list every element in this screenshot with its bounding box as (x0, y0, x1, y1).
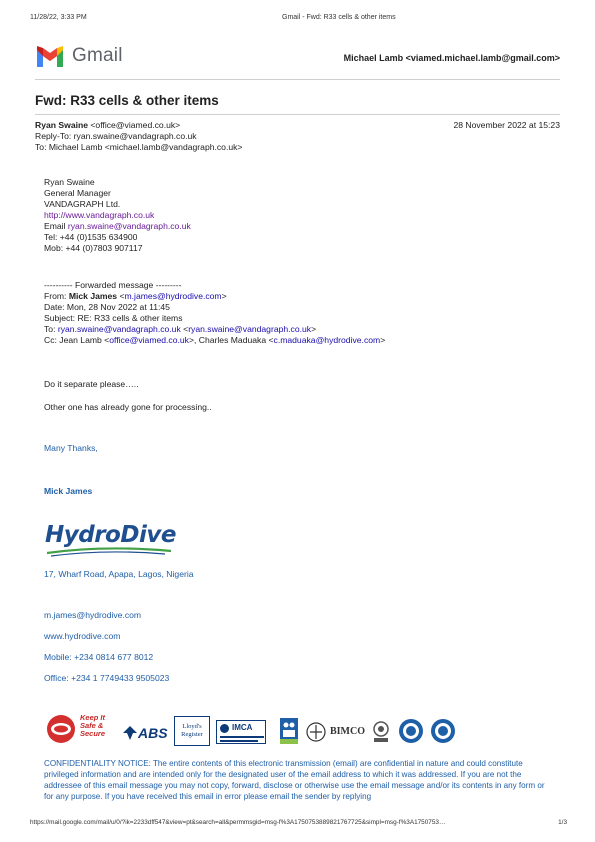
forwarded-cc (44, 335, 385, 346)
to-email-link-2[interactable]: ryan.swaine@vandagraph.co.uk (188, 324, 312, 334)
to-close-bracket: > (311, 324, 317, 334)
body-sender-name: Mick James (44, 486, 93, 496)
sender-name: Ryan Swaine (35, 120, 89, 130)
hydrodive-email-link[interactable]: m.james@hydrodive.com (44, 610, 142, 620)
from-email-link[interactable]: m.james@hydrodive.com (124, 291, 222, 301)
imca-label: IMCA (232, 723, 253, 732)
signature-title: General Manager (44, 188, 111, 198)
bimco-emblem-icon (306, 722, 326, 742)
from-name: Mick James (68, 291, 118, 301)
abs-label: ABS (138, 725, 168, 741)
subject-divider (35, 114, 560, 115)
from-label: From: (44, 291, 67, 301)
hydrodive-office: Office: +234 1 7749433 9505023 (44, 673, 170, 683)
signature-email-label: Email (44, 221, 66, 231)
hydrodive-logo (45, 522, 175, 558)
signature-company: VANDAGRAPH Ltd. (44, 199, 121, 209)
to-email-link[interactable]: ryan.swaine@vandagraph.co.uk (57, 324, 181, 334)
hydrodive-logo-text: HydroDive (45, 522, 176, 548)
forwarded-divider: ---------- Forwarded message --------- (44, 280, 182, 290)
lips-badge-icon (44, 714, 78, 744)
imca-globe-icon (220, 724, 229, 733)
diver-badge-icon (280, 718, 298, 744)
signature-mob: Mob: +44 (0)7803 907117 (44, 243, 143, 253)
print-title: Gmail - Fwd: R33 cells & other items (282, 14, 396, 21)
imca-badge (216, 720, 266, 744)
signature-tel: Tel: +44 (0)1535 634900 (44, 232, 138, 242)
certification-logos (44, 712, 544, 748)
certification-seal-2-icon (430, 718, 456, 744)
keep-safe-label: Keep It Safe & Secure (80, 713, 106, 738)
signature-name: Ryan Swaine (44, 177, 95, 187)
imca-rule-2 (220, 740, 258, 742)
lloyds-label: Lloyd's Register (181, 723, 203, 738)
signature-email-link[interactable]: ryan.swaine@vandagraph.co.uk (67, 221, 191, 231)
lloyds-register-badge (174, 716, 210, 746)
account-name: Michael Lamb <viamed.michael.lamb@gmail.com> (343, 53, 560, 63)
bureau-veritas-icon (372, 720, 390, 744)
print-page-number: 1/3 (558, 819, 567, 826)
cc-mid: >, Charles Maduaka < (188, 335, 274, 345)
cc-email-link-2[interactable]: c.maduaka@hydrodive.com (273, 335, 381, 345)
gmail-brand-name: Gmail (72, 45, 123, 66)
body-thanks: Many Thanks, (44, 443, 98, 453)
forwarded-subject: Subject: RE: R33 cells & other items (44, 313, 183, 323)
hydrodive-mobile: Mobile: +234 0814 677 8012 (44, 652, 154, 662)
confidentiality-notice: CONFIDENTIALITY NOTICE: The entire contents of this electronic transmission (email) are confidential in nature and could constitute privileged information and are intended only for the designated user of the email address to which it was addressed. If you are not the addressee of this email message you may not copy, forward, disclose or otherwise use the email message and/or its contents in any form or for any purpose. If you have received this email in error please email the sender by replying (44, 759, 545, 801)
forwarded-date: Date: Mon, 28 Nov 2022 at 11:45 (44, 302, 170, 312)
certification-seal-icon (398, 718, 424, 744)
to-open-bracket: < (183, 324, 189, 334)
hydrodive-website-link[interactable]: www.hydrodive.com (44, 631, 121, 641)
hydrodive-address: 17, Wharf Road, Apapa, Lagos, Nigeria (44, 569, 194, 579)
cc-label: Cc: Jean Lamb < (44, 335, 110, 345)
cc-close-bracket: > (380, 335, 386, 345)
eagle-icon (122, 724, 138, 742)
body-line-1: Do it separate please….. (44, 379, 139, 389)
to-label: To: (44, 324, 56, 334)
forwarded-to (44, 324, 316, 335)
forwarded-from (44, 291, 227, 302)
hydrodive-swoosh-icon (45, 547, 175, 557)
message-date: 28 November 2022 at 15:23 (453, 120, 560, 130)
signature-email-line (44, 221, 191, 232)
header-divider (35, 79, 560, 80)
from-close-bracket: > (221, 291, 227, 301)
reply-to: Reply-To: ryan.swaine@vandagraph.co.uk (35, 131, 197, 141)
body-line-2: Other one has already gone for processing.. (44, 402, 212, 412)
sender-email: <office@viamed.co.uk> (90, 120, 181, 130)
bimco-label: BIMCO (330, 726, 365, 737)
signature-website-link[interactable]: http://www.vandagraph.co.uk (44, 210, 155, 220)
recipient-to: To: Michael Lamb <michael.lamb@vandagraph.co.uk> (35, 142, 243, 152)
print-url: https://mail.google.com/mail/u/0/?ik=2233dff547&view=pt&search=all&permmsgid=msg-f%3A1750753889821767725&simpl=msg-f%3A1750753… (30, 819, 446, 826)
email-subject: Fwd: R33 cells & other items (35, 93, 219, 108)
from-open-bracket: < (119, 291, 125, 301)
print-datetime: 11/28/22, 3:33 PM (30, 14, 87, 21)
cc-email-link-1[interactable]: office@viamed.co.uk (109, 335, 189, 345)
imca-rule (220, 736, 264, 738)
gmail-logo-icon (35, 44, 65, 68)
sender-line (35, 120, 180, 131)
